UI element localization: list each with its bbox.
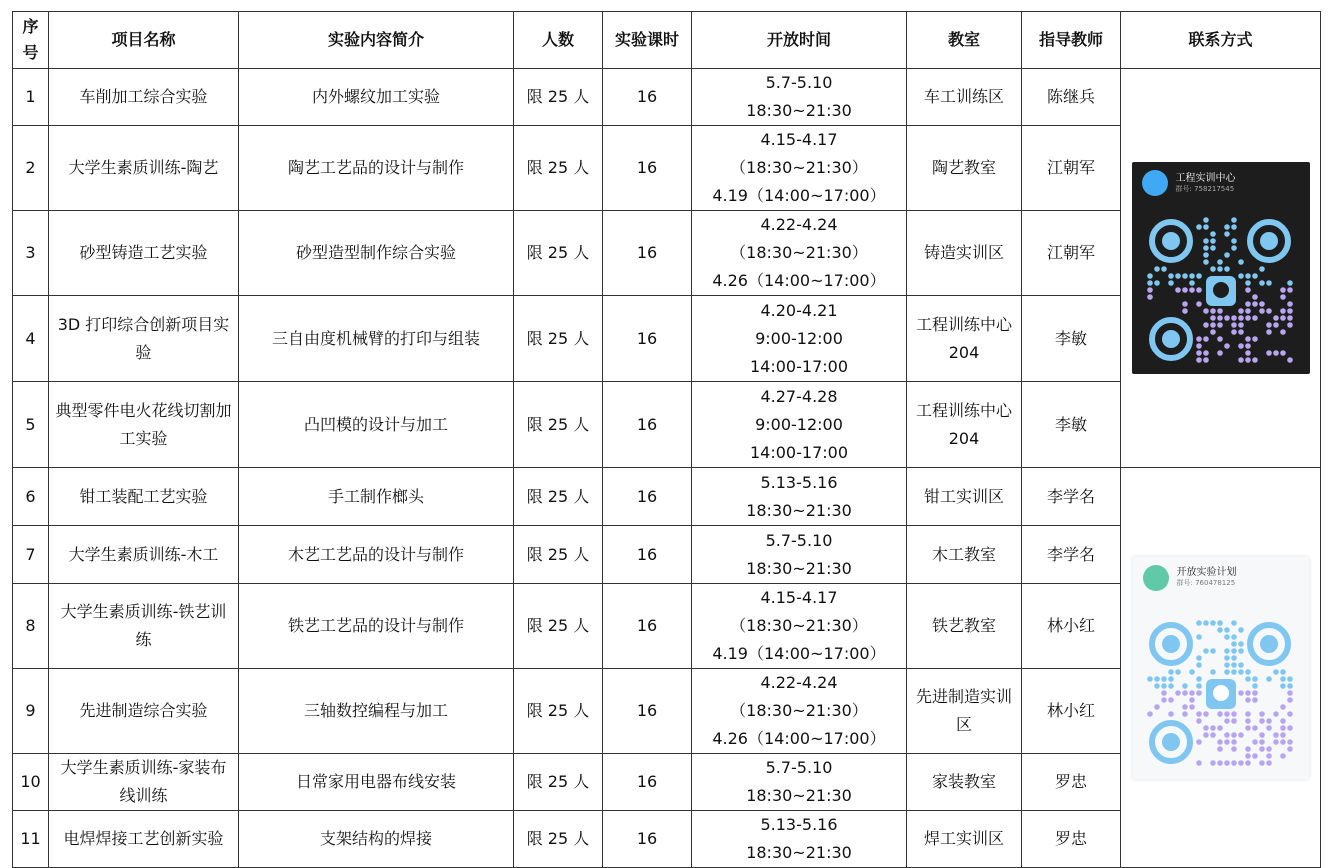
row-number: 7 (13, 526, 49, 584)
project-name: 钳工装配工艺实验 (49, 468, 239, 526)
project-name: 大学生素质训练-木工 (49, 526, 239, 584)
people-limit: 限 25 人 (514, 811, 603, 868)
experiment-content: 日常家用电器布线安装 (239, 754, 514, 811)
instructor: 江朝军 (1022, 126, 1121, 211)
people-limit: 限 25 人 (514, 296, 603, 382)
people-limit: 限 25 人 (514, 211, 603, 296)
class-hours: 16 (603, 811, 692, 868)
people-limit: 限 25 人 (514, 754, 603, 811)
open-time-line: 9:00-12:00 (755, 414, 843, 434)
row-number: 10 (13, 754, 49, 811)
open-time-line: 18:30~21:30 (746, 101, 852, 120)
contact-qr-cell (1121, 69, 1321, 468)
classroom: 工程训练中心 204 (907, 296, 1022, 382)
open-time-line: 14:00-17:00 (750, 356, 848, 376)
class-hours: 16 (603, 126, 692, 211)
row-number: 6 (13, 468, 49, 526)
open-time-line: 4.26（14:00~17:00） (712, 271, 886, 290)
qr-code-icon (1146, 216, 1296, 366)
classroom: 陶艺教室 (907, 126, 1022, 211)
people-limit: 限 25 人 (514, 69, 603, 126)
open-time-line: 5.7-5.10 (765, 758, 833, 777)
header-room: 教室 (907, 12, 1022, 69)
open-time-line: 4.19（14:00~17:00） (712, 186, 886, 205)
open-time (692, 211, 907, 296)
classroom: 铸造实训区 (907, 211, 1022, 296)
experiment-content: 砂型造型制作综合实验 (239, 211, 514, 296)
header-row (13, 12, 1321, 69)
open-time-line: 9:00-12:00 (755, 328, 843, 348)
row-number: 3 (13, 211, 49, 296)
classroom: 木工教室 (907, 526, 1022, 584)
instructor: 林小红 (1022, 584, 1121, 669)
people-limit: 限 25 人 (514, 382, 603, 468)
class-hours: 16 (603, 669, 692, 754)
header-hours: 实验课时 (603, 12, 692, 69)
qr-card-2 (1133, 557, 1309, 779)
open-time-line: 14:00-17:00 (750, 442, 848, 462)
open-time-line: 5.13-5.16 (760, 815, 838, 834)
experiment-content: 铁艺工艺品的设计与制作 (239, 584, 514, 669)
open-time (692, 754, 907, 811)
instructor: 林小红 (1022, 669, 1121, 754)
experiment-content: 三自由度机械臂的打印与组装 (239, 296, 514, 382)
open-time (692, 811, 907, 868)
qr-header (1143, 565, 1237, 591)
project-name: 大学生素质训练-铁艺训练 (49, 584, 239, 669)
class-hours: 16 (603, 296, 692, 382)
open-time-line: 18:30~21:30 (746, 786, 852, 805)
open-time (692, 382, 907, 468)
header-time: 开放时间 (692, 12, 907, 69)
open-time-line: 5.7-5.10 (765, 73, 833, 92)
class-hours: 16 (603, 468, 692, 526)
project-name: 大学生素质训练-家装布线训练 (49, 754, 239, 811)
open-time-line: 18:30~21:30 (746, 558, 852, 578)
instructor: 李敏 (1022, 382, 1121, 468)
instructor: 江朝军 (1022, 211, 1121, 296)
row-number: 1 (13, 69, 49, 126)
project-name: 典型零件电火花线切割加工实验 (49, 382, 239, 468)
project-name: 3D 打印综合创新项目实验 (49, 296, 239, 382)
experiment-content: 内外螺纹加工实验 (239, 69, 514, 126)
row-number: 9 (13, 669, 49, 754)
project-name: 大学生素质训练-陶艺 (49, 126, 239, 211)
header-name: 项目名称 (49, 12, 239, 69)
open-time-line: 4.19（14:00~17:00） (712, 644, 886, 663)
qr-group-info (1176, 173, 1236, 194)
experiment-content: 凸凹模的设计与加工 (239, 382, 514, 468)
class-hours: 16 (603, 69, 692, 126)
open-time (692, 296, 907, 382)
row-number: 8 (13, 584, 49, 669)
open-time-line: 5.13-5.16 (760, 472, 838, 492)
project-name: 先进制造综合实验 (49, 669, 239, 754)
qr-group-number: 群号: 758217545 (1175, 184, 1235, 193)
open-time-line: 4.27-4.28 (760, 386, 838, 406)
header-no: 序号 (13, 12, 49, 69)
header-people: 人数 (514, 12, 603, 69)
qr-code-icon (1146, 619, 1296, 769)
qr-card-1 (1132, 162, 1310, 374)
qr-group-name: 开放实验计划 (1176, 567, 1237, 578)
instructor: 李敏 (1022, 296, 1121, 382)
open-time-line: 5.7-5.10 (765, 530, 833, 550)
instructor: 罗忠 (1022, 811, 1121, 868)
class-hours: 16 (603, 526, 692, 584)
open-time-line: 4.15-4.17（18:30~21:30） (730, 130, 868, 177)
row-number: 2 (13, 126, 49, 211)
open-time (692, 669, 907, 754)
project-name: 电焊焊接工艺创新实验 (49, 811, 239, 868)
person-avatar-icon (1143, 565, 1169, 591)
header-contact: 联系方式 (1121, 12, 1321, 69)
experiment-schedule-table (12, 11, 1321, 868)
row-number: 4 (13, 296, 49, 382)
experiment-content: 木艺工艺品的设计与制作 (239, 526, 514, 584)
header-teacher: 指导教师 (1022, 12, 1121, 69)
experiment-content: 陶艺工艺品的设计与制作 (239, 126, 514, 211)
class-hours: 16 (603, 584, 692, 669)
instructor: 罗忠 (1022, 754, 1121, 811)
instructor: 李学名 (1022, 526, 1121, 584)
instructor: 陈继兵 (1022, 69, 1121, 126)
classroom: 车工训练区 (907, 69, 1022, 126)
row-number: 5 (13, 382, 49, 468)
people-limit: 限 25 人 (514, 126, 603, 211)
qr-group-name: 工程实训中心 (1175, 172, 1236, 184)
class-hours: 16 (603, 211, 692, 296)
contact-qr-cell (1121, 468, 1321, 868)
open-time (692, 126, 907, 211)
qr-header (1142, 170, 1236, 196)
class-hours: 16 (603, 754, 692, 811)
open-time-line: 4.15-4.17（18:30~21:30） (730, 588, 868, 635)
table-row (13, 468, 1321, 526)
pencil-avatar-icon (1142, 170, 1168, 196)
classroom: 钳工实训区 (907, 468, 1022, 526)
people-limit: 限 25 人 (514, 584, 603, 669)
project-name: 砂型铸造工艺实验 (49, 211, 239, 296)
classroom: 工程训练中心 204 (907, 382, 1022, 468)
people-limit: 限 25 人 (514, 526, 603, 584)
instructor: 李学名 (1022, 468, 1121, 526)
classroom: 焊工实训区 (907, 811, 1022, 868)
project-name: 车削加工综合实验 (49, 69, 239, 126)
header-content: 实验内容简介 (239, 12, 514, 69)
row-number: 11 (13, 811, 49, 868)
open-time (692, 468, 907, 526)
open-time-line: 4.26（14:00~17:00） (712, 729, 886, 748)
open-time-line: 4.22-4.24（18:30~21:30） (730, 673, 868, 720)
open-time-line: 18:30~21:30 (746, 843, 852, 862)
open-time-line: 4.22-4.24（18:30~21:30） (730, 215, 868, 262)
open-time-line: 4.20-4.21 (760, 300, 838, 320)
open-time (692, 526, 907, 584)
experiment-content: 三轴数控编程与加工 (239, 669, 514, 754)
open-time-line: 18:30~21:30 (746, 500, 852, 520)
qr-group-info (1177, 567, 1237, 588)
experiment-content: 支架结构的焊接 (239, 811, 514, 868)
class-hours: 16 (603, 382, 692, 468)
open-time (692, 69, 907, 126)
open-time (692, 584, 907, 669)
classroom: 铁艺教室 (907, 584, 1022, 669)
people-limit: 限 25 人 (514, 669, 603, 754)
classroom: 先进制造实训区 (907, 669, 1022, 754)
table-row (13, 69, 1321, 126)
qr-group-number: 群号: 760478125 (1176, 579, 1236, 587)
classroom: 家装教室 (907, 754, 1022, 811)
experiment-content: 手工制作榔头 (239, 468, 514, 526)
people-limit: 限 25 人 (514, 468, 603, 526)
